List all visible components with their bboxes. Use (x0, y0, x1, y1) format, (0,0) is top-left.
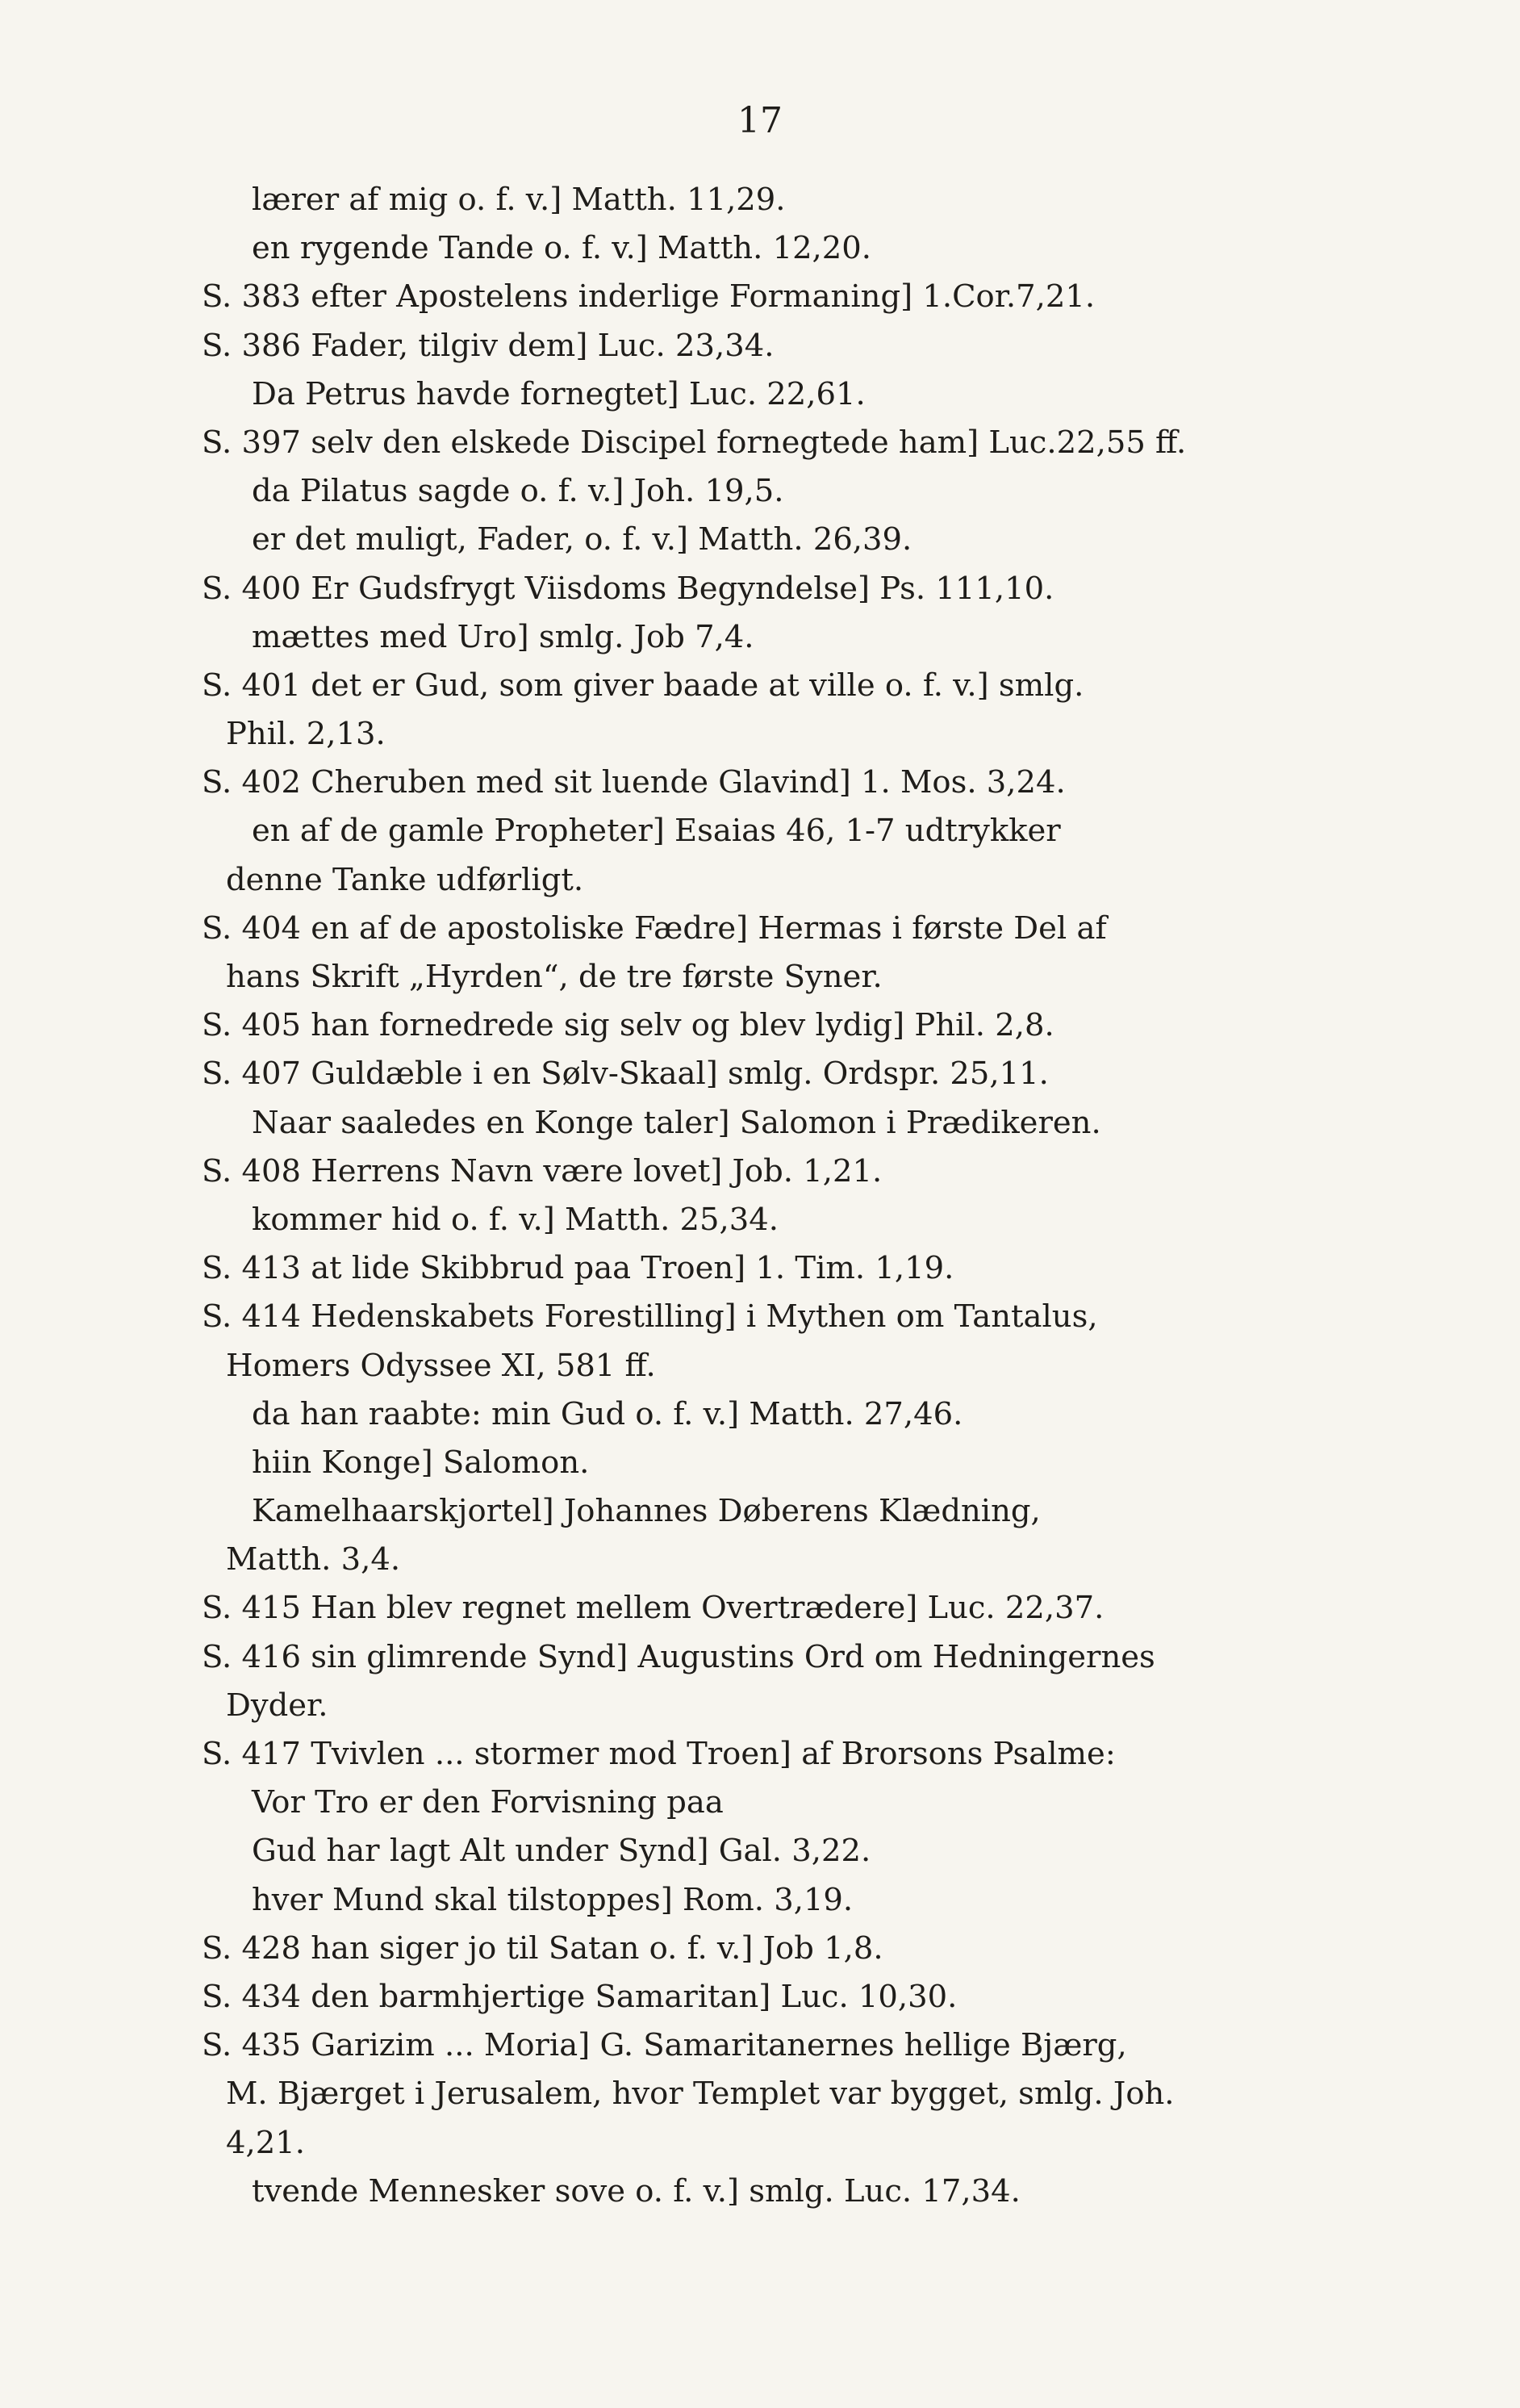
note-line: S. 414 Hedenskabets Forestilling] i Mythen om Tantalus, (202, 1298, 1098, 1336)
note-line: da han raabte: min Gud o. f. v.] Matth. 27,46. (252, 1395, 963, 1432)
note-line: Homers Odyssee XI, 581 ff. (226, 1347, 656, 1384)
note-line: S. 401 det er Gud, som giver baade at ville o. f. v.] smlg. (202, 667, 1084, 704)
note-line: hiin Konge] Salomon. (252, 1444, 590, 1481)
note-line: Phil. 2,13. (226, 716, 386, 753)
note-line: da Pilatus sagde o. f. v.] Joh. 19,5. (252, 473, 784, 510)
note-line: S. 407 Guldæble i en Sølv-Skaal] smlg. Ordspr. 25,11. (202, 1056, 1049, 1093)
note-line: hver Mund skal tilstoppes] Rom. 3,19. (252, 1881, 854, 1918)
note-line: Naar saaledes en Konge taler] Salomon i Prædikeren. (252, 1104, 1101, 1141)
note-line: Kamelhaarskjortel] Johannes Døberens Klædning, (252, 1493, 1041, 1530)
note-line: S. 408 Herrens Navn være lovet] Job. 1,21. (202, 1152, 883, 1189)
note-line: S. 386 Fader, tilgiv dem] Luc. 23,34. (202, 327, 775, 364)
note-line: S. 435 Garizim ... Moria] G. Samaritanernes hellige Bjærg, (202, 2027, 1127, 2064)
note-line: S. 397 selv den elskede Discipel fornegtede ham] Luc.22,55 ff. (202, 424, 1187, 461)
note-line: tvende Mennesker sove o. f. v.] smlg. Luc. 17,34. (252, 2172, 1021, 2209)
notes-block (202, 176, 1331, 2216)
note-line: M. Bjærget i Jerusalem, hvor Templet var bygget, smlg. Joh. (226, 2076, 1175, 2113)
note-line: Da Petrus havde fornegtet] Luc. 22,61. (252, 375, 866, 412)
note-line: er det muligt, Fader, o. f. v.] Matth. 26,39. (252, 521, 912, 558)
note-line: denne Tanke udførligt. (226, 861, 584, 898)
note-line: 4,21. (226, 2124, 305, 2161)
note-line: lærer af mig o. f. v.] Matth. 11,29. (252, 182, 786, 218)
note-line: S. 383 efter Apostelens inderlige Formaning] 1.Cor.7,21. (202, 278, 1096, 316)
note-line: mættes med Uro] smlg. Job 7,4. (252, 618, 754, 655)
note-line: Vor Tro er den Forvisning paa (252, 1784, 724, 1821)
note-line: Dyder. (226, 1687, 328, 1724)
note-line: S. 405 han fornedrede sig selv og blev lydig] Phil. 2,8. (202, 1007, 1054, 1044)
note-line: S. 413 at lide Skibbrud paa Troen] 1. Tim. 1,19. (202, 1250, 954, 1287)
note-line: hans Skrift „Hyrden“, de tre første Syner. (226, 959, 883, 995)
note-line: en rygende Tande o. f. v.] Matth. 12,20. (252, 230, 872, 267)
note-line: S. 402 Cheruben med sit luende Glavind] 1. Mos. 3,24. (202, 764, 1066, 801)
note-line: kommer hid o. f. v.] Matth. 25,34. (252, 1201, 779, 1238)
note-line: S. 434 den barmhjertige Samaritan] Luc. 10,30. (202, 1978, 958, 2015)
note-line: S. 400 Er Gudsfrygt Viisdoms Begyndelse] Ps. 111,10. (202, 570, 1054, 607)
page-number: 17 (737, 100, 783, 141)
note-line: S. 417 Tvivlen ... stormer mod Troen] af Brorsons Psalme: (202, 1736, 1116, 1772)
note-line: S. 404 en af de apostoliske Fædre] Hermas i første Del af (202, 909, 1107, 947)
note-line: S. 416 sin glimrende Synd] Augustins Ord om Hedningernes (202, 1638, 1155, 1675)
note-line: en af de gamle Propheter] Esaias 46, 1-7 udtrykker (252, 813, 1061, 850)
note-line: Matth. 3,4. (226, 1541, 401, 1578)
note-line: Gud har lagt Alt under Synd] Gal. 3,22. (252, 1833, 871, 1870)
note-line: S. 428 han siger jo til Satan o. f. v.] Job 1,8. (202, 1929, 883, 1967)
note-line: S. 415 Han blev regnet mellem Overtrædere] Luc. 22,37. (202, 1590, 1105, 1627)
